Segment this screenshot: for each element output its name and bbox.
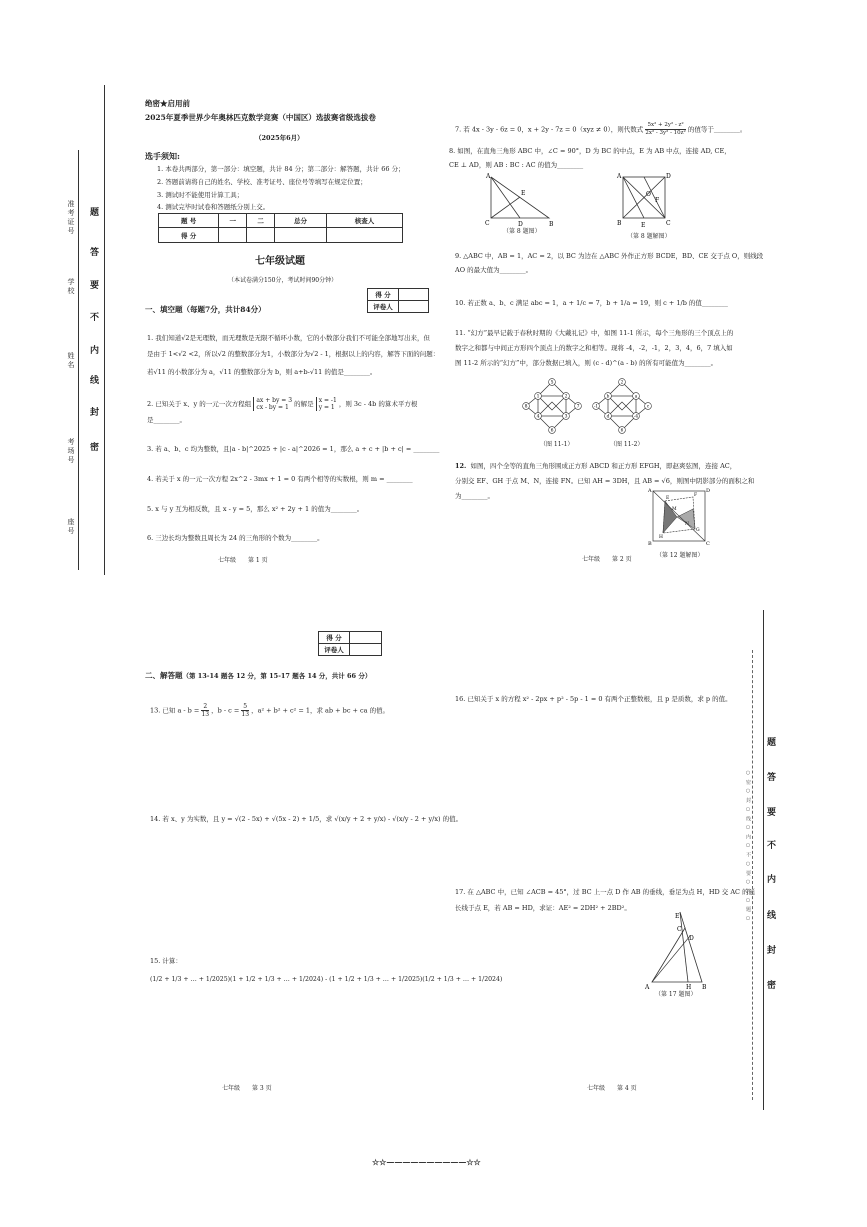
figure-magic-square-2-caption: （图 11-2）	[610, 441, 644, 448]
figure-label: N	[685, 522, 689, 527]
seal-char: 答	[90, 248, 100, 258]
figure-label: C	[706, 541, 710, 547]
mini-score-label: 得 分	[319, 632, 350, 644]
exam-main-title: 2025年夏季世界少年奥林匹克数学竞赛（中国区）选拔赛省级选拔卷	[145, 113, 376, 122]
magic-number: 2	[564, 394, 568, 400]
bottom-star-mark: ☆☆——————————☆☆	[372, 1157, 481, 1167]
figure-q12-caption: （第 12 题解图）	[656, 552, 704, 559]
figure-label: D	[666, 173, 671, 180]
figure-label: B	[549, 221, 554, 228]
figure-label: F	[655, 197, 660, 204]
question-16: 16. 已知关于 x 的方程 x² - 2px + p² - 5p - 1 = 0 有两个正整数根，且 p 是质数，求 p 的值。	[455, 695, 732, 703]
seal-char: 内	[90, 346, 100, 356]
fraction-numerator: 5	[243, 703, 248, 710]
seal-char: 封	[90, 408, 100, 418]
section2-title: 二、解答题	[145, 671, 183, 680]
question-17-line: 长线于点 E，若 AB = HD，求证：AE² = 2DH² + 2BD²。	[455, 904, 631, 912]
figure-q8	[483, 172, 563, 230]
magic-number: 1	[536, 394, 540, 400]
question-11-line: 图 11-2 所示的“幻方”中，部分数据已填入，则 (c - d)^(a - b) 的所有可能值为________。	[455, 359, 718, 367]
question-6: 6. 三边长均为整数且周长为 24 的三角形的个数为________。	[147, 534, 324, 542]
score-table-header: 题 号	[159, 214, 219, 228]
mini-grader-cell[interactable]	[350, 644, 382, 656]
figure-label: E	[521, 190, 526, 197]
question-12-line	[455, 462, 736, 471]
fraction-numerator: 5x² + 2y² - z²	[645, 122, 685, 130]
mini-score-cell[interactable]	[399, 289, 429, 301]
figure-label: A	[486, 173, 491, 180]
mini-grader-label: 评卷人	[368, 301, 399, 313]
notice-item: 3. 测试时不能使用计算工具；	[157, 191, 244, 199]
figure-label: D	[706, 488, 711, 494]
score-cell[interactable]	[219, 228, 247, 243]
mini-score-cell[interactable]	[350, 632, 382, 644]
figure-q8-solution	[615, 172, 675, 230]
binding-line-right	[763, 610, 764, 1110]
field-label-room: 考场号	[67, 438, 75, 465]
figure-label: O	[646, 191, 651, 198]
page-footer: 七年级 第 4 页	[587, 1085, 637, 1092]
question-12-number: 12.	[455, 462, 467, 470]
fraction-denominator: 13	[241, 711, 250, 718]
seal-char: 密	[767, 981, 777, 991]
magic-number: 8	[524, 404, 528, 410]
figure-q17	[644, 910, 712, 992]
mini-score-table-1	[367, 288, 429, 313]
notice-title: 选手须知:	[145, 151, 180, 161]
figure-magic-square-1	[522, 378, 582, 436]
question-1-line: 若√11 的小数部分为 a，√11 的整数部分为 b，则 a+b-√11 的值是________。	[147, 368, 377, 376]
fraction	[201, 703, 209, 718]
magic-number: a	[634, 393, 638, 399]
binding-line-left	[78, 150, 79, 570]
question-7-tail: 的值等于________。	[687, 125, 747, 134]
magic-number: -1	[593, 403, 599, 409]
question-2-system	[253, 397, 292, 411]
solution-x: x = -1	[318, 397, 337, 404]
mini-grader-cell[interactable]	[399, 301, 429, 313]
seal-char: 线	[90, 376, 100, 386]
notice-item: 2. 答题前请将自己的姓名、学校、准考证号、座位号等填写在规定位置；	[157, 178, 367, 186]
figure-magic-square-1-caption: （图 11-1）	[540, 441, 574, 448]
seal-char: 题	[767, 738, 777, 748]
question-2-tail: ，则 3c - 4b 的算术平方根	[338, 400, 418, 408]
question-2-mid: 的解是	[294, 400, 314, 408]
figure-label: H	[686, 984, 692, 991]
exam-date: （2025年6月）	[255, 134, 304, 142]
score-cell[interactable]	[326, 228, 402, 243]
page-footer: 七年级 第 1 页	[218, 557, 268, 564]
question-13	[150, 703, 389, 718]
figure-q8-caption: （第 8 题图）	[503, 228, 541, 235]
equation: cx - by = 1	[256, 404, 289, 411]
figure-label: E	[675, 913, 680, 920]
question-11-line: 数字之和都与中间正方形四个顶点上的数字之和相等。现将 -4，-2，-1，2，3，4，6，7 填入如	[455, 344, 733, 352]
field-label-ticket: 准考证号	[67, 200, 75, 236]
question-3: 3. 若 a、b、c 均为整数，且|a - b|^2025 + |c - a|^2026 = 1，那么 a + c + |b + c| = ________	[147, 445, 440, 453]
score-table-header: 核查人	[326, 214, 402, 228]
magic-number: d	[606, 413, 610, 419]
figure-label: B	[617, 220, 622, 227]
figure-label: C	[485, 220, 490, 227]
question-7	[455, 122, 746, 137]
notice-item: 4. 测试完毕时试卷和答题纸分别上交。	[157, 203, 270, 211]
section1-note: （每题7分，共计84分）	[182, 305, 266, 314]
seal-char: 内	[767, 875, 777, 885]
binding-line-outer	[104, 85, 105, 575]
figure-label: C	[666, 220, 671, 227]
question-12-line: 分别交 EF、GH 于点 M、N，连接 FN。已知 AH = 3DH，且 AB = √6，则图中阴影部分的面积之和	[455, 477, 755, 485]
exam-grade-title: 七年级试题	[255, 256, 305, 267]
magic-number: -4	[633, 413, 639, 419]
figure-label: C	[677, 926, 682, 933]
figure-label: B	[648, 541, 652, 547]
seal-char: 线	[767, 911, 777, 921]
figure-label: D	[689, 935, 694, 942]
seal-char: 题	[90, 208, 100, 218]
mini-grader-label: 评卷人	[319, 644, 350, 656]
seal-char: 不	[767, 841, 777, 851]
figure-label: B	[702, 984, 707, 991]
binding-dashed-line	[752, 650, 753, 1100]
section2-heading	[145, 671, 371, 681]
question-8-line: 8. 如图，在直角三角形 ABC 中，∠C = 90°，D 为 BC 的中点，E 为 AB 中点，连接 AD, CE，	[449, 147, 731, 155]
question-12-text: 如图，四个全等的直角三角形围成正方形 ABCD 和正方形 EFGH，即赵爽弦图，连接 AC，	[470, 462, 737, 470]
figure-label: H	[659, 535, 663, 540]
question-9-line: AO 的最大值为________。	[455, 266, 533, 274]
question-2-lead: 2. 已知关于 x、y 的一元一次方程组	[147, 400, 252, 408]
fraction-denominator: 2x² - 3y² - 10z²	[645, 130, 686, 136]
page-footer: 七年级 第 3 页	[222, 1085, 272, 1092]
fraction-numerator: 2	[203, 703, 208, 710]
exam-subtitle: （本试卷满分150分，考试时间90分钟）	[228, 277, 338, 284]
figure-label: A	[617, 173, 622, 180]
solution-y: y = 1	[318, 404, 335, 411]
magic-number: 2	[620, 379, 624, 385]
question-7-fraction	[645, 122, 685, 137]
figure-label: E	[641, 222, 646, 229]
magic-number: 5	[550, 380, 554, 386]
score-table-header: 一	[219, 214, 247, 228]
figure-label: A	[648, 488, 652, 494]
figure-q17-caption: （第 17 题图）	[655, 991, 697, 998]
figure-label: D	[518, 221, 523, 228]
score-table-row-label: 得 分	[159, 228, 219, 243]
seal-char: 密	[90, 443, 100, 453]
magic-number: 6	[620, 427, 624, 433]
question-1-line: 是由于 1<√2 <2，所以√2 的整数部分为1，小数部分为√2 - 1，根据以上的内容，解答下面的问题：	[147, 350, 440, 358]
mini-score-table-2	[318, 631, 382, 656]
question-1-line: 1. 我们知道√2是无理数，而无理数是无限不循环小数，它的小数部分我们不可能全部地写出来，但	[147, 334, 431, 342]
figure-label: G	[696, 528, 700, 533]
seal-char: 封	[767, 946, 777, 956]
figure-label: A	[645, 984, 650, 991]
seal-char: 答	[767, 773, 777, 783]
section1-title: 一、填空题	[145, 305, 183, 314]
question-14: 14. 若 x、y 为实数，且 y = √(2 - 5x) + √(5x - 2) + 1/5，求 √(x/y + 2 + y/x) - √(x/y - 2 + y/x) 的值。	[150, 815, 463, 823]
magic-number: 3	[564, 414, 568, 420]
fraction-denominator: 13	[201, 711, 210, 718]
figure-magic-square-2	[592, 378, 652, 436]
question-8-line: CE ⊥ AD，则 AB : BC : AC 的值为________	[449, 161, 584, 169]
page-footer: 七年级 第 2 页	[582, 556, 632, 563]
question-9-line: 9. △ABC 中，AB = 1，AC = 2，以 BC 为边在 △ABC 外作正方形 BCDE，BD、CE 交于点 O，则线段	[455, 252, 764, 260]
section1-heading	[145, 305, 266, 314]
figure-label: E	[666, 496, 670, 501]
figure-label: M	[672, 507, 677, 512]
question-2-solution	[316, 397, 337, 411]
question-13-mid: ，b - c =	[211, 706, 240, 715]
notice-item: 1. 本卷共两部分，第一部分：填空题，共计 84 分；第二部分：解答题，共计 66 分；	[157, 165, 405, 173]
question-13-tail: ，a² + b² + c² = 1，求 ab + bc + ca 的值。	[251, 706, 390, 715]
field-label-name: 姓名	[67, 352, 75, 370]
seal-char: 不	[90, 313, 100, 323]
figure-label: F	[694, 493, 698, 498]
score-table	[158, 213, 403, 243]
fraction	[241, 703, 249, 718]
section2-note: （第 13-14 题各 12 分，第 15-17 题各 14 分，共计 66 分）	[182, 672, 372, 680]
question-15-expression: (1/2 + 1/3 + … + 1/2025)(1 + 1/2 + 1/3 + … + 1/2024) - (1 + 1/2 + 1/3 + … + 1/2025)(1/2 + 1/3 + … + 1/2024)	[150, 976, 503, 983]
seal-char: 要	[90, 281, 100, 291]
question-7-lead: 7. 若 4x - 3y - 6z = 0，x + 2y - 7z = 0（xyz ≠ 0），则代数式	[455, 125, 644, 134]
question-10: 10. 若正数 a、b、c 满足 abc = 1，a + 1/c = 7，b + 1/a = 19，则 c + 1/b 的值________	[455, 299, 728, 307]
binding-dotted-text: ○ 密 ○ 封 ○ 线 ○ 内 ○ 不 ○ 要 ○ 答 ○ 题 ○	[745, 770, 751, 923]
question-13-lead: 13. 已知 a - b =	[150, 706, 200, 715]
seal-char: 要	[767, 808, 777, 818]
magic-number: 4	[536, 414, 540, 420]
score-cell[interactable]	[247, 228, 275, 243]
score-table-header: 总分	[274, 214, 326, 228]
figure-q8-solution-caption: （第 8 题解图）	[627, 233, 671, 240]
mini-score-label: 得 分	[368, 289, 399, 301]
secret-mark: 绝密★启用前	[145, 99, 190, 108]
figure-q12-solution	[647, 487, 715, 549]
question-2-line2: 是________。	[147, 416, 186, 424]
question-15-lead: 15. 计算：	[150, 957, 182, 965]
score-cell[interactable]	[274, 228, 326, 243]
field-label-seat: 座号	[67, 518, 75, 536]
question-2	[147, 397, 417, 411]
question-17-line: 17. 在 △ABC 中，已知 ∠ACB = 45°，过 BC 上一点 D 作 AB 的垂线，垂足为点 H，HD 交 AC 的延	[455, 888, 756, 896]
score-table-header: 二	[247, 214, 275, 228]
question-5: 5. x 与 y 互为相反数，且 x - y = 5，那么 x² + 2y + 1 的值为________。	[147, 505, 364, 513]
magic-number: c	[646, 403, 650, 409]
magic-number: 7	[576, 404, 580, 410]
question-11-line: 11. “幻方”最早记载于春秋时期的《大戴礼记》中，如图 11-1 所示，每个三角形的三个顶点上的	[455, 329, 734, 337]
magic-number: b	[606, 393, 610, 399]
equation: ax + by = 3	[256, 397, 293, 404]
field-label-school: 学校	[67, 278, 75, 296]
question-12-line: 为________。	[455, 492, 494, 500]
magic-number: 6	[550, 428, 554, 434]
question-4: 4. 若关于 x 的一元一次方程 2x^2 - 3mx + 1 = 0 有两个相等的实数根，则 m = ________	[147, 475, 413, 483]
